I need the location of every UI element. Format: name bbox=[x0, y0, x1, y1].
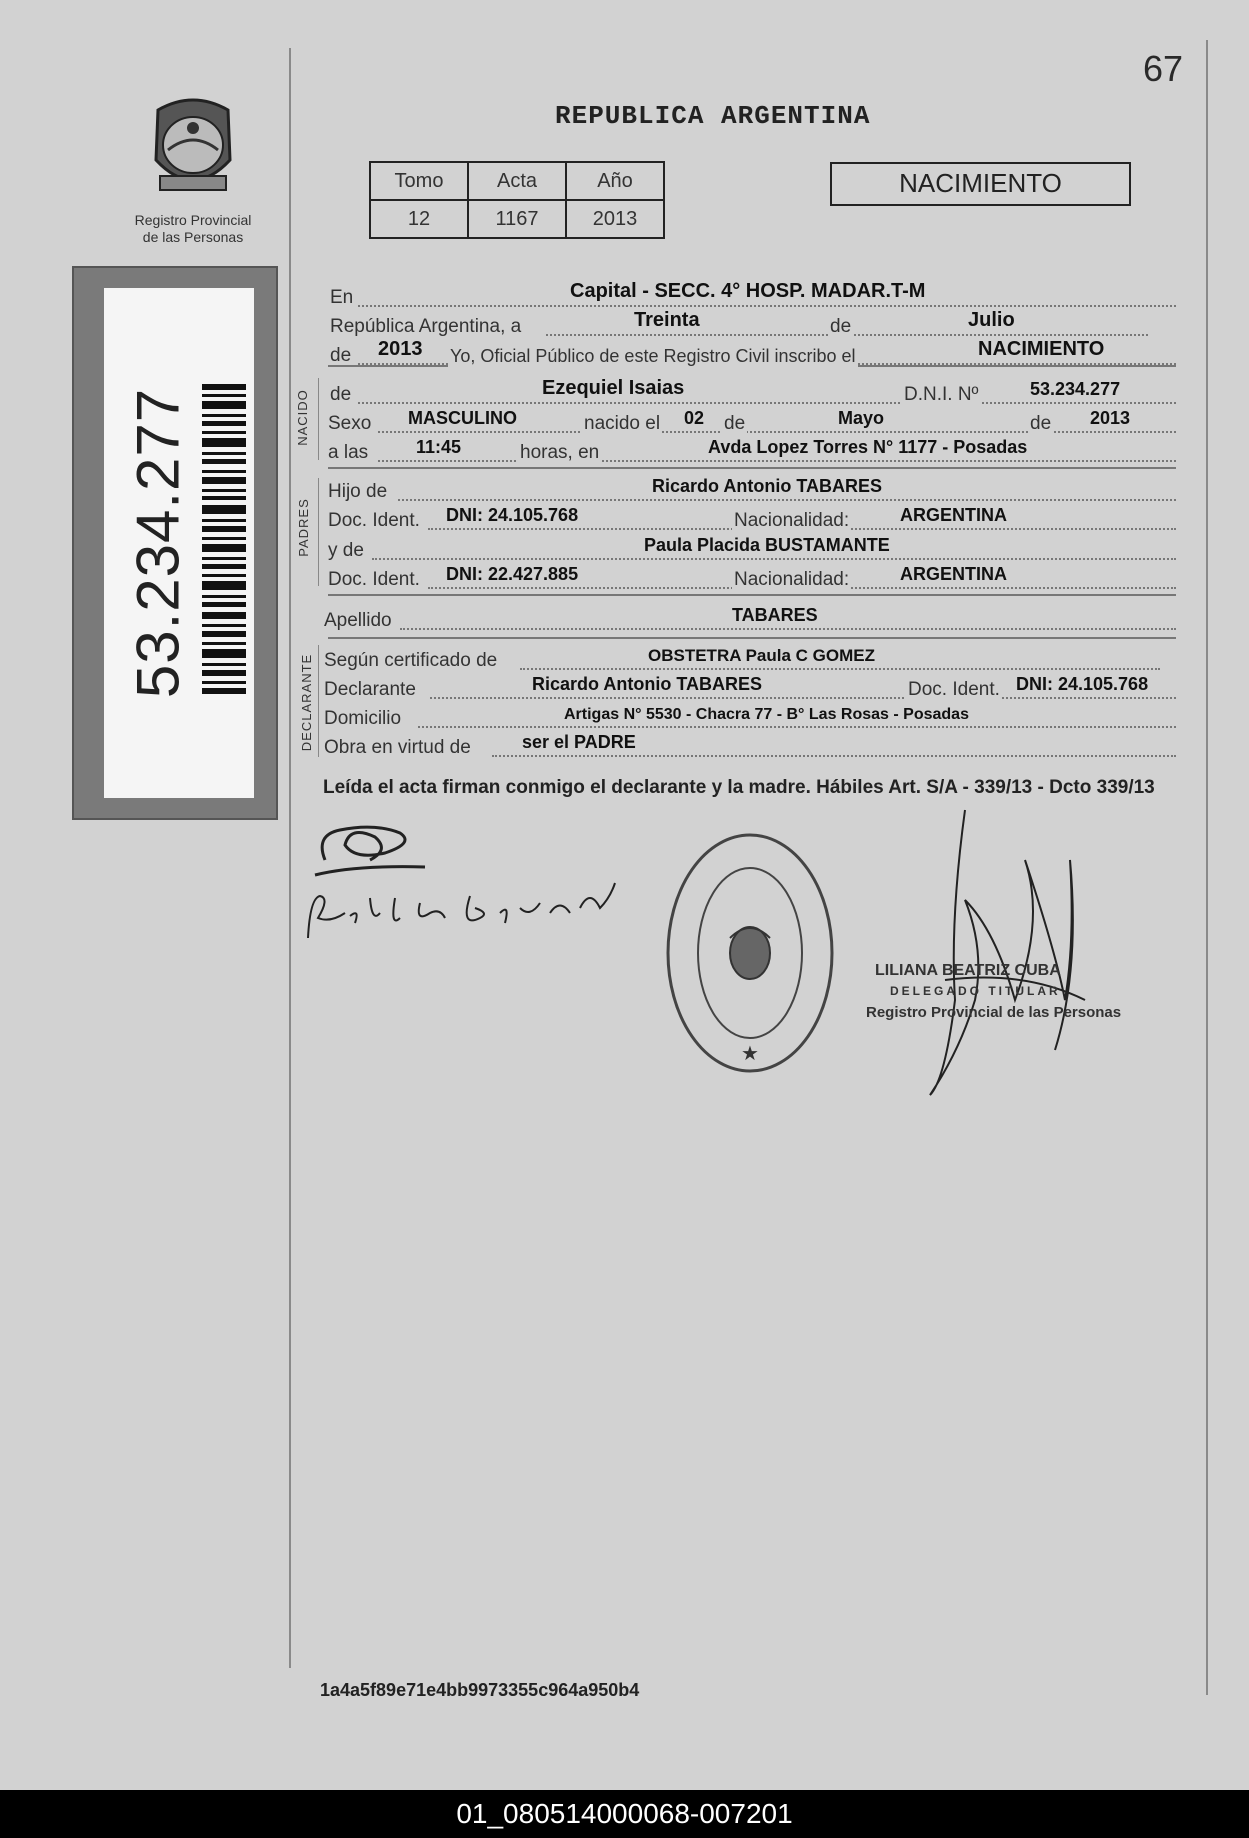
row-nombre bbox=[328, 379, 1176, 406]
logo-caption-line2: de las Personas bbox=[142, 229, 244, 245]
value-doc-declarante: DNI: 24.105.768 bbox=[1016, 674, 1149, 694]
stamp-ring-text bbox=[680, 850, 710, 851]
label-de-nac-anio: de bbox=[1030, 413, 1052, 434]
row-declarante bbox=[324, 674, 1176, 701]
barcode-number: 53.234.277 bbox=[124, 387, 192, 699]
label-de-nac-mes: de bbox=[724, 413, 746, 434]
value-sexo: MASCULINO bbox=[408, 408, 517, 428]
row-republica bbox=[328, 311, 1176, 338]
dots bbox=[378, 460, 1176, 462]
value-domicilio: Artigas N° 5530 - Chacra 77 - B° Las Rosas - Posadas bbox=[564, 706, 969, 723]
side-label-declarante: DECLARANTE bbox=[299, 653, 315, 752]
closing-text: Leída el acta firman conmigo el declarante y la madre. Hábiles Art. S/A - 339/13 - Dcto 339/13 bbox=[323, 777, 1155, 798]
stamp-seal-icon bbox=[660, 828, 840, 1078]
side-label-padres: PADRES bbox=[295, 498, 311, 557]
row-hijo-de bbox=[328, 476, 1176, 503]
value-doc-padre: DNI: 24.105.768 bbox=[446, 505, 579, 525]
label-de-nombre: de bbox=[330, 384, 352, 405]
label-de-anio: de bbox=[330, 345, 352, 366]
signature-madre-text bbox=[320, 930, 332, 931]
label-horas-en: horas, en bbox=[520, 442, 600, 463]
value-anio: 2013 bbox=[566, 200, 664, 238]
tipo-acta-box: NACIMIENTO bbox=[830, 162, 1131, 206]
label-republica: República Argentina, a bbox=[330, 316, 522, 337]
label-nacionalidad-madre: Nacionalidad: bbox=[734, 569, 850, 590]
label-dni: D.N.I. Nº bbox=[904, 384, 979, 405]
separator-declarante bbox=[318, 645, 319, 757]
value-tomo: 12 bbox=[370, 200, 468, 238]
dots bbox=[358, 305, 1176, 307]
acta-table-values bbox=[370, 200, 664, 238]
document-title: REPUBLICA ARGENTINA bbox=[555, 101, 871, 131]
rule-2 bbox=[328, 467, 1176, 469]
label-declarante: Declarante bbox=[324, 679, 416, 700]
value-dni: 53.234.277 bbox=[1030, 379, 1121, 399]
label-hijo-de: Hijo de bbox=[328, 481, 388, 502]
row-doc-padre bbox=[328, 505, 1176, 532]
label-doc-ident-declarante: Doc. Ident. bbox=[908, 679, 1000, 700]
value-lugar-registro: Capital - SECC. 4° HOSP. MADAR.T-M bbox=[570, 280, 926, 302]
value-lugar-nacimiento: Avda Lopez Torres N° 1177 - Posadas bbox=[708, 437, 1028, 457]
value-dia: Treinta bbox=[634, 309, 700, 331]
row-anio bbox=[328, 340, 1176, 367]
row-domicilio bbox=[324, 703, 1176, 730]
value-madre: Paula Placida BUSTAMANTE bbox=[644, 535, 890, 555]
misiones-logo bbox=[138, 90, 248, 210]
row-segun bbox=[324, 645, 1176, 672]
dots bbox=[418, 726, 1176, 728]
dots bbox=[492, 755, 1176, 757]
row-apellido bbox=[324, 605, 1176, 632]
rule-3 bbox=[328, 594, 1176, 596]
left-margin-line bbox=[289, 48, 291, 1668]
right-margin-line bbox=[1206, 40, 1208, 1695]
row-en bbox=[328, 282, 1176, 309]
value-nacionalidad-madre: ARGENTINA bbox=[900, 564, 1007, 584]
signature-delegado-icon bbox=[905, 800, 1105, 1100]
row-y-de bbox=[328, 535, 1176, 562]
label-obra-en-virtud: Obra en virtud de bbox=[324, 737, 471, 758]
label-sexo: Sexo bbox=[328, 413, 372, 434]
dots bbox=[398, 499, 1176, 501]
label-doc-ident-madre: Doc. Ident. bbox=[328, 569, 420, 590]
label-apellido: Apellido bbox=[324, 610, 392, 631]
separator-nacido bbox=[318, 378, 319, 460]
value-doc-madre: DNI: 22.427.885 bbox=[446, 564, 579, 584]
delegado-org: Registro Provincial de las Personas bbox=[866, 1004, 1122, 1021]
label-de-mes: de bbox=[830, 316, 852, 337]
dots bbox=[430, 697, 1176, 699]
stamp-inner-text bbox=[700, 950, 710, 951]
delegado-role: DELEGADO TITULAR bbox=[890, 984, 1061, 998]
row-sexo bbox=[328, 408, 1176, 435]
rule-4 bbox=[328, 637, 1176, 639]
dots bbox=[520, 668, 1160, 670]
signature-madre-icon bbox=[300, 868, 620, 948]
label-nacionalidad-padre: Nacionalidad: bbox=[734, 510, 850, 531]
label-doc-ident-padre: Doc. Ident. bbox=[328, 510, 420, 531]
value-certificado: OBSTETRA Paula C GOMEZ bbox=[648, 646, 876, 665]
row-doc-madre bbox=[328, 564, 1176, 591]
label-y-de: y de bbox=[328, 540, 364, 561]
svg-text:★: ★ bbox=[741, 1043, 759, 1065]
value-mes: Julio bbox=[968, 309, 1015, 331]
value-nombre: Ezequiel Isaias bbox=[542, 377, 685, 399]
page-number: 67 bbox=[1143, 48, 1184, 89]
barcode-icon bbox=[202, 384, 246, 694]
label-nacido-el: nacido el bbox=[584, 413, 661, 434]
header-acta: Acta bbox=[468, 162, 566, 200]
label-a-las: a las bbox=[328, 442, 369, 463]
label-yo-oficial: Yo, Oficial Público de este Registro Civil inscribo el bbox=[450, 346, 856, 366]
value-nacionalidad-padre: ARGENTINA bbox=[900, 505, 1007, 525]
value-apellido: TABARES bbox=[732, 605, 818, 625]
label-en: En bbox=[330, 287, 354, 308]
value-declarante: Ricardo Antonio TABARES bbox=[532, 674, 762, 694]
value-nacido-anio: 2013 bbox=[1090, 408, 1131, 428]
dots bbox=[358, 402, 1176, 404]
value-inscribo: NACIMIENTO bbox=[978, 338, 1105, 360]
value-nacido-mes: Mayo bbox=[838, 408, 885, 428]
value-padre: Ricardo Antonio TABARES bbox=[652, 476, 882, 496]
separator-padres bbox=[318, 478, 319, 586]
label-segun-certificado: Según certificado de bbox=[324, 650, 498, 671]
value-hora: 11:45 bbox=[416, 437, 462, 457]
value-anio-registro: 2013 bbox=[378, 338, 423, 360]
dots bbox=[400, 628, 1176, 630]
barcode-label bbox=[104, 288, 254, 798]
value-nacido-dia: 02 bbox=[684, 408, 705, 428]
header-tomo: Tomo bbox=[370, 162, 468, 200]
value-acta: 1167 bbox=[468, 200, 566, 238]
footer-code: 01_080514000068-007201 bbox=[0, 1790, 1249, 1838]
registry-stamp bbox=[660, 828, 840, 1078]
barcode-strip bbox=[72, 266, 278, 820]
row-hora bbox=[328, 437, 1176, 464]
value-obra: ser el PADRE bbox=[522, 732, 636, 752]
acta-table-header bbox=[370, 162, 664, 200]
label-domicilio: Domicilio bbox=[324, 708, 402, 729]
dots bbox=[378, 431, 1176, 433]
logo-caption bbox=[112, 212, 274, 246]
side-label-nacido: NACIDO bbox=[294, 389, 310, 446]
delegado-name: LILIANA BEATRIZ CUBA bbox=[875, 962, 1061, 979]
acta-table bbox=[369, 161, 665, 239]
dots bbox=[372, 558, 1176, 560]
logo-caption-line1: Registro Provincial bbox=[134, 212, 252, 228]
row-obra bbox=[324, 732, 1176, 759]
header-anio: Año bbox=[566, 162, 664, 200]
document-hash: 1a4a5f89e71e4bb9973355c964a950b4 bbox=[320, 1680, 640, 1700]
